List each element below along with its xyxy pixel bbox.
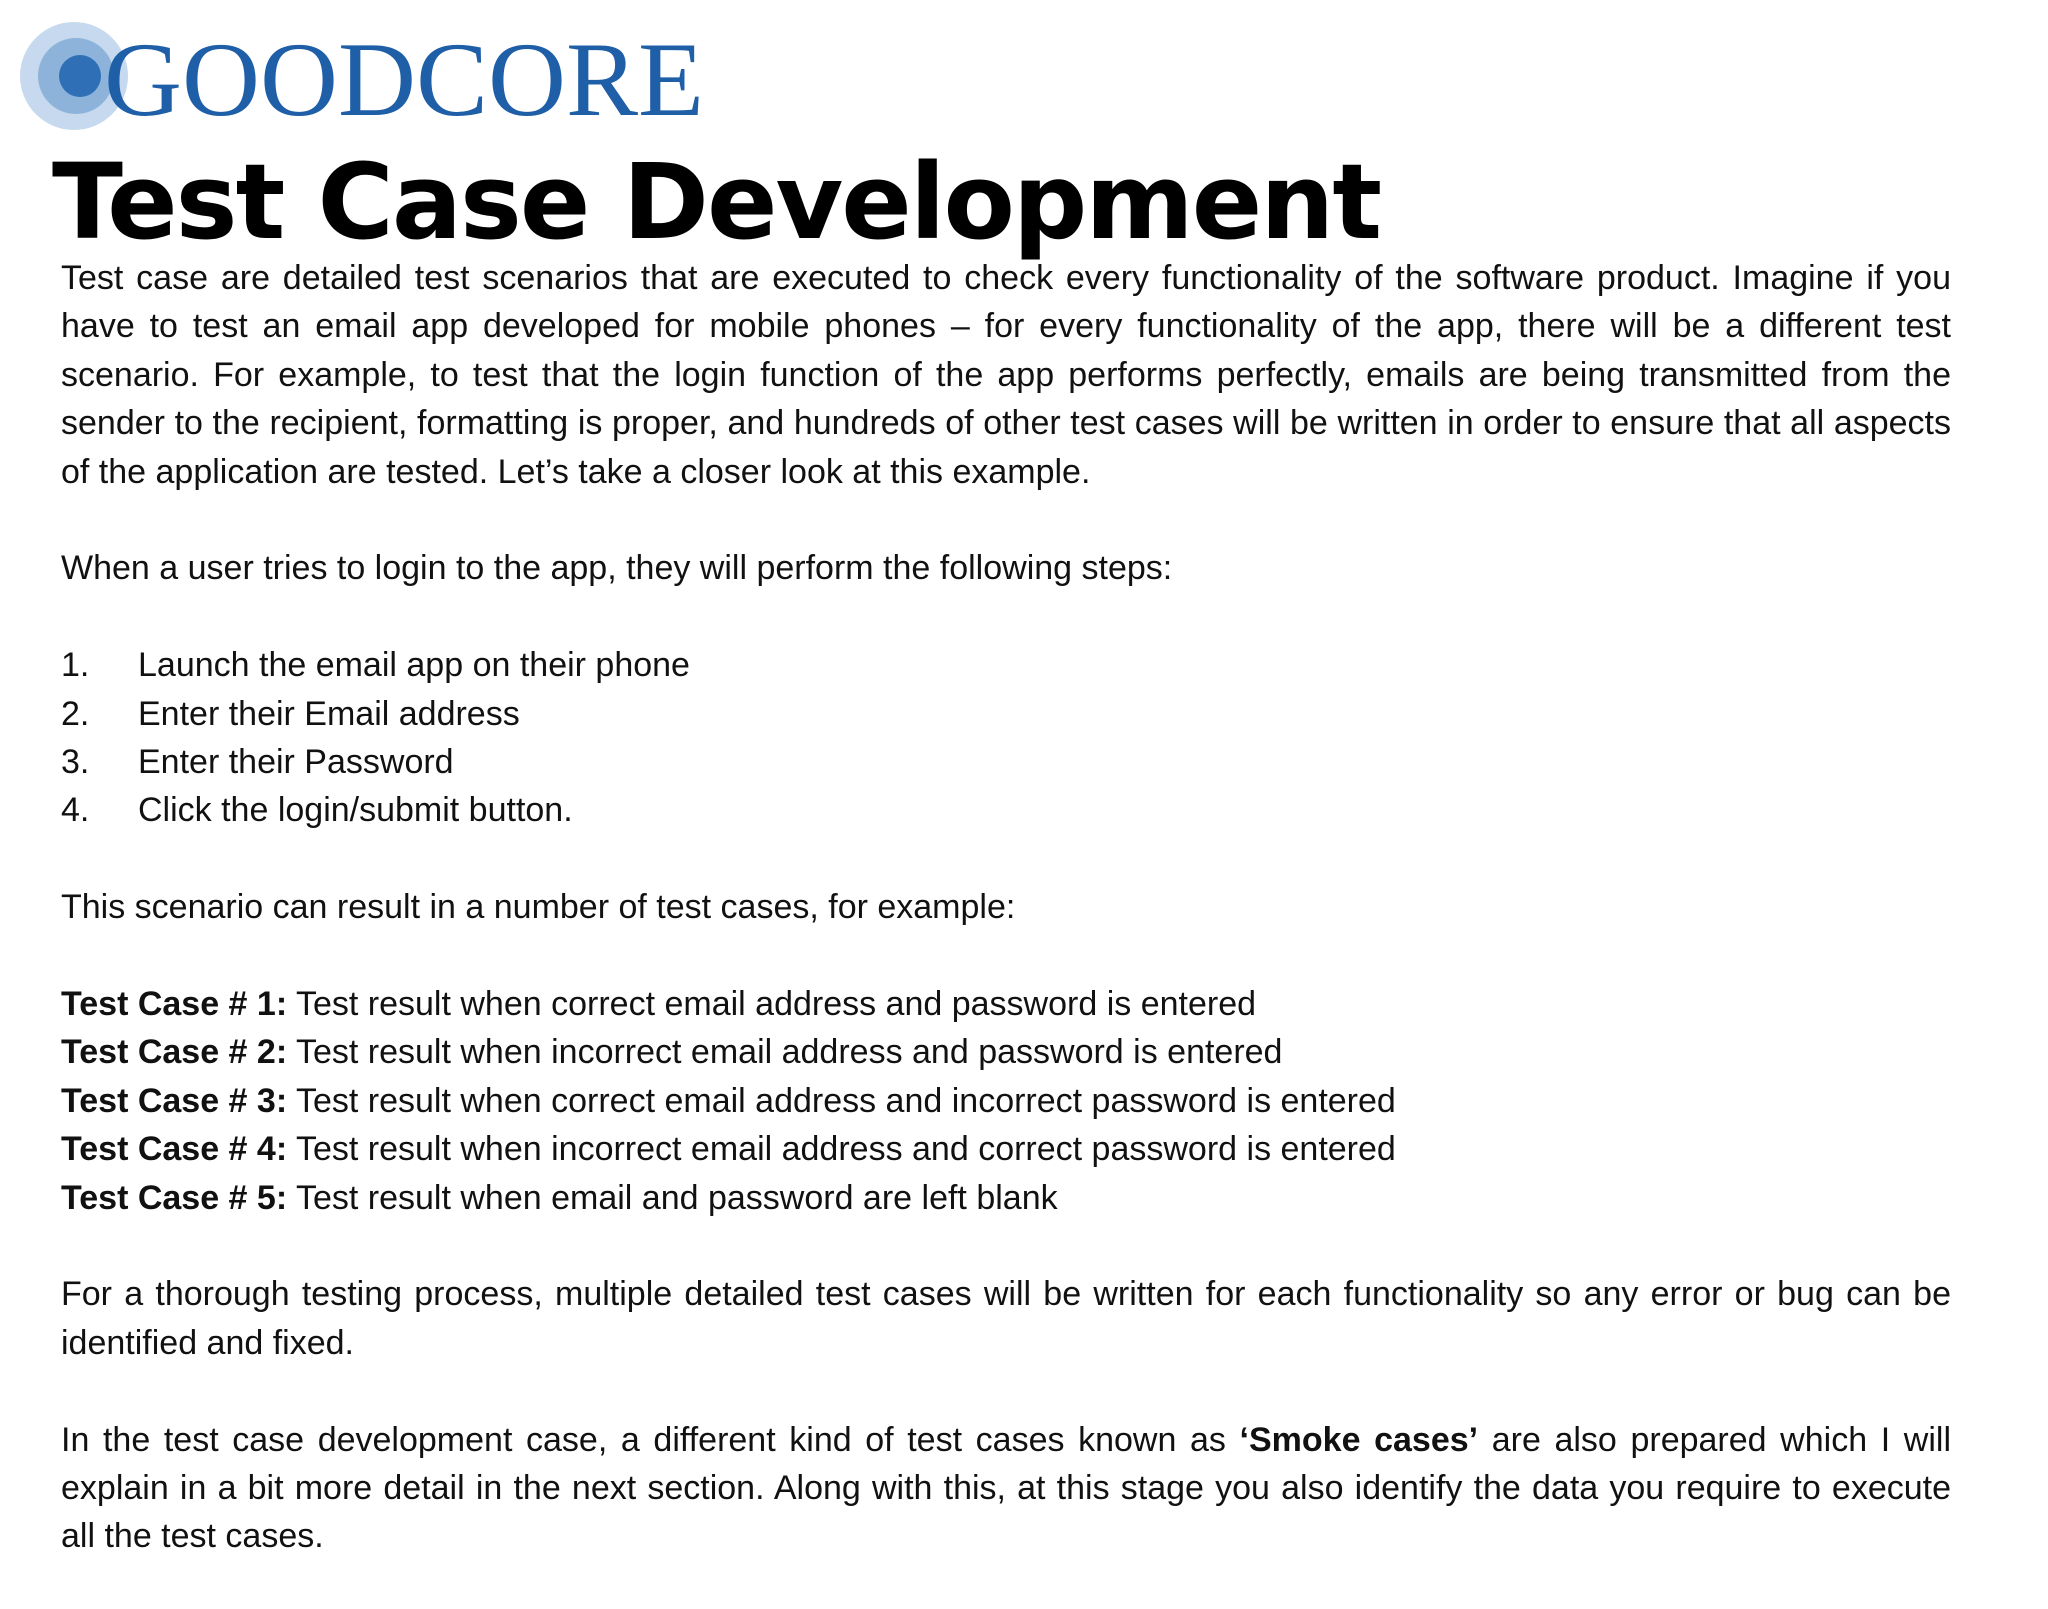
smoke-text-after: are also prepared which I will explain in a bit more detail in the next section. Along with this, at this stage you also identify the data you require to execute all the test cases.	[61, 1420, 1951, 1556]
step-item	[61, 641, 1951, 689]
test-cases-list	[61, 980, 1951, 1222]
step-number: 4.	[61, 791, 90, 830]
test-case-label: Test Case # 1:	[61, 985, 288, 1024]
goodcore-logo	[16, 20, 716, 132]
step-text: Enter their Email address	[138, 694, 520, 733]
thorough-testing-paragraph: For a thorough testing process, multiple detailed test cases will be written for each functionality so any error or bug can be identified and fixed.	[61, 1275, 1951, 1362]
step-item	[61, 738, 1951, 786]
step-text: Click the login/submit button.	[138, 791, 573, 830]
step-number: 3.	[61, 743, 90, 782]
cases-intro: This scenario can result in a number of test cases, for example:	[61, 888, 1016, 927]
test-case-text: Test result when correct email address and password is entered	[287, 985, 1257, 1024]
test-case-item	[61, 1174, 1951, 1222]
step-number: 2.	[61, 694, 90, 733]
smoke-cases-paragraph	[61, 1416, 1951, 1561]
step-text: Launch the email app on their phone	[138, 646, 690, 685]
step-item	[61, 786, 1951, 834]
intro-paragraph: Test case are detailed test scenarios that are executed to check every functionality of the software product. Imagine if you have to test an email app developed for mobile phones – for every functionality of the app, there will be a different test scenario. For example, to test that the login function of the app performs perfectly, emails are being transmitted from the sender to the recipient, formatting is proper, and hundreds of other test cases will be written in order to ensure that all aspects of the application are tested. Let’s take a closer look at this example.	[61, 259, 1951, 491]
test-case-item	[61, 1077, 1951, 1125]
smoke-text-before: In the test case development case, a different kind of test cases known as	[61, 1420, 1240, 1459]
test-case-text: Test result when correct email address and incorrect password is entered	[287, 1081, 1396, 1120]
steps-intro: When a user tries to login to the app, they will perform the following steps:	[61, 549, 1173, 588]
test-case-item	[61, 1028, 1951, 1076]
test-case-item	[61, 980, 1951, 1028]
logo-ring-inner	[59, 55, 101, 97]
test-case-label: Test Case # 5:	[61, 1178, 288, 1217]
test-case-text: Test result when email and password are left blank	[287, 1178, 1058, 1217]
login-steps-list	[61, 641, 1951, 835]
test-case-text: Test result when incorrect email address and password is entered	[287, 1033, 1283, 1072]
test-case-label: Test Case # 3:	[61, 1081, 288, 1120]
step-text: Enter their Password	[138, 743, 454, 782]
logo-wordmark: GOODCORE	[104, 21, 704, 132]
test-case-text: Test result when incorrect email address and correct password is entered	[287, 1130, 1396, 1169]
test-case-item	[61, 1125, 1951, 1173]
test-case-label: Test Case # 2:	[61, 1033, 288, 1072]
smoke-cases-term: ‘Smoke cases’	[1239, 1420, 1479, 1459]
test-case-label: Test Case # 4:	[61, 1130, 288, 1169]
page-title: Test Case Development	[52, 141, 1381, 263]
goodcore-logo-graphic	[16, 20, 716, 132]
step-item	[61, 690, 1951, 738]
step-number: 1.	[61, 646, 90, 685]
slide-body	[61, 254, 1951, 1609]
